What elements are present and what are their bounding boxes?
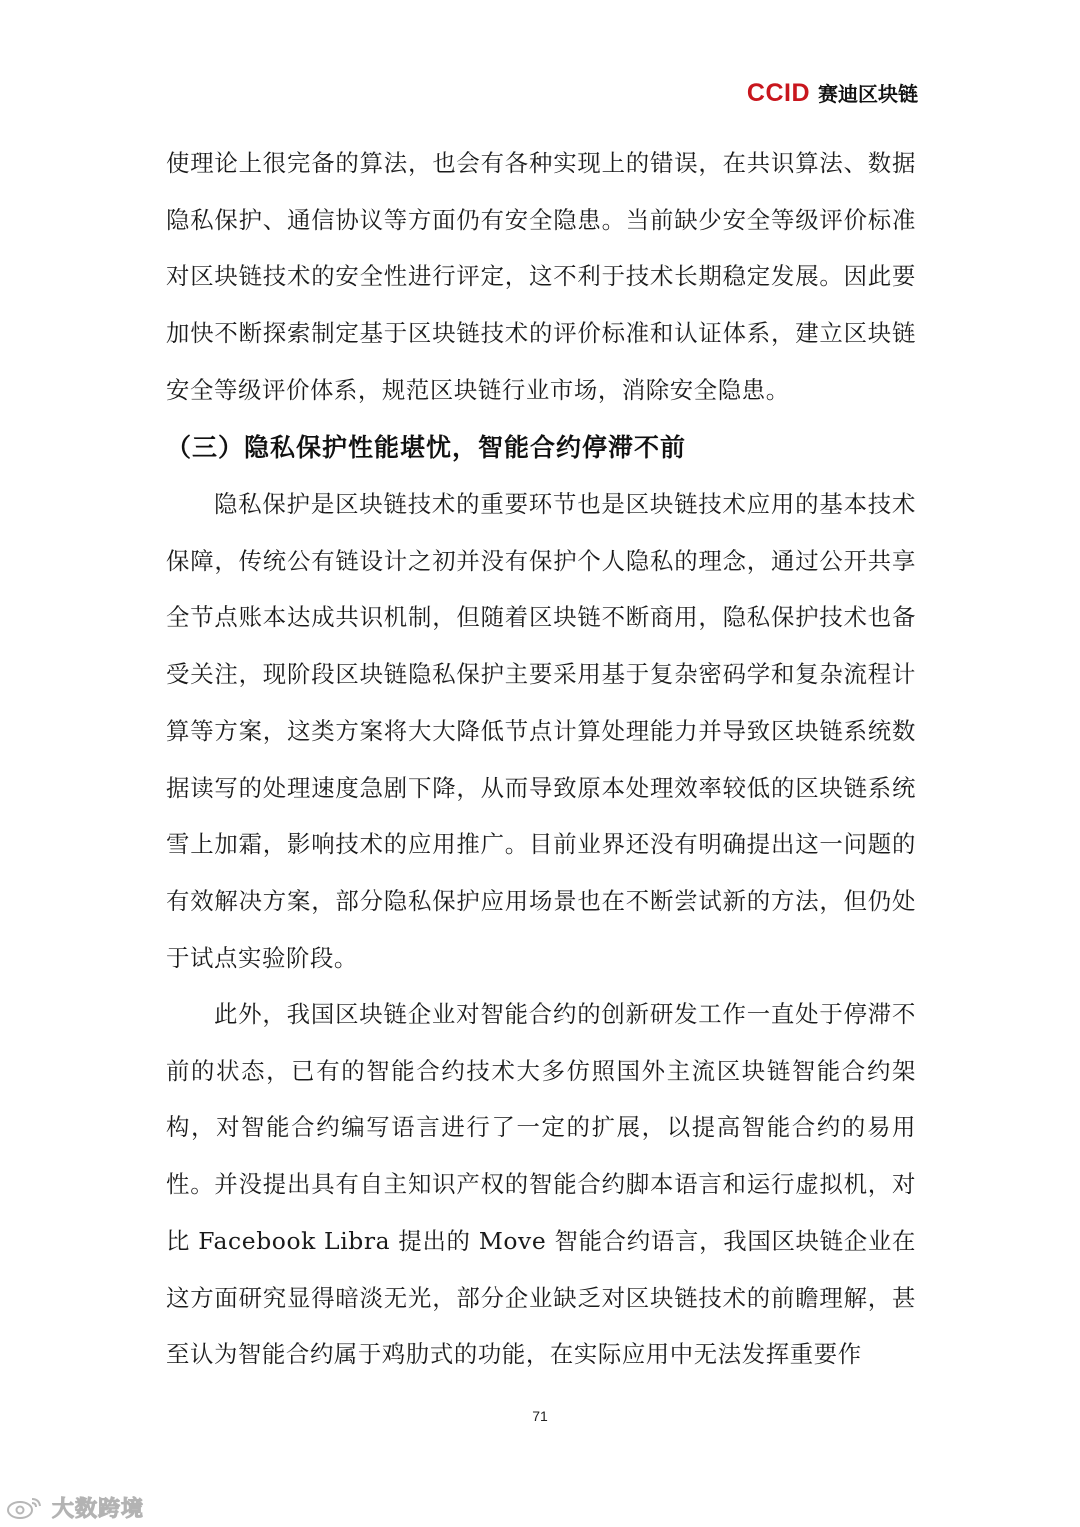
watermark-text: 大数跨境 (52, 1497, 145, 1522)
page-header (747, 78, 918, 108)
weibo-eye-logo-icon (6, 1495, 46, 1521)
paragraph-privacy: 隐私保护是区块链技术的重要环节也是区块链技术应用的基本技术保障，传统公有链设计之初并没有保护个人隐私的理念，通过公开共享全节点账本达成共识机制，但随着区块链不断商用，隐私保护技术也备受关注，现阶段区块链隐私保护主要采用基于复杂密码学和复杂流程计算等方案，这类方案将大大降低节点计算处理能力并导致区块链系统数据读写的处理速度急剧下降，从而导致原本处理效率较低的区块链系统雪上加霜，影响技术的应用推广。目前业界还没有明确提出这一问题的有效解决方案，部分隐私保护应用场景也在不断尝试新的方法，但仍处于试点实验阶段。 (166, 490, 916, 972)
paragraph-smart-contract: 此外，我国区块链企业对智能合约的创新研发工作一直处于停滞不前的状态，已有的智能合约技术大多仿照国外主流区块链智能合约架构，对智能合约编写语言进行了一定的扩展，以提高智能合约的易用性。并没提出具有自主知识产权的智能合约脚本语言和运行虚拟机，对比 Facebook Libra 提出的 Move 智能合约语言，我国区块链企业在这方面研究显得暗淡无光，部分企业缺乏对区块链技术的前瞻理解，甚至认为智能合约属于鸡肋式的功能，在实际应用中无法发挥重要作 (166, 1000, 916, 1369)
header-brand-logo: CCID (746, 79, 810, 107)
watermark (6, 1492, 144, 1523)
header-subtitle: 赛迪区块链 (818, 82, 918, 106)
paragraph-security: 使理论上很完备的算法，也会有各种实现上的错误，在共识算法、数据隐私保护、通信协议等方面仍有安全隐患。当前缺少安全等级评价标准对区块链技术的安全性进行评定，这不利于技术长期稳定发展。因此要加快不断探索制定基于区块链技术的评价标准和认证体系，建立区块链安全等级评价体系，规范区块链行业市场，消除安全隐患。 (166, 149, 916, 404)
section-heading: （三）隐私保护性能堪忧，智能合约停滞不前 (166, 433, 687, 462)
page-number: 71 (532, 1408, 548, 1424)
